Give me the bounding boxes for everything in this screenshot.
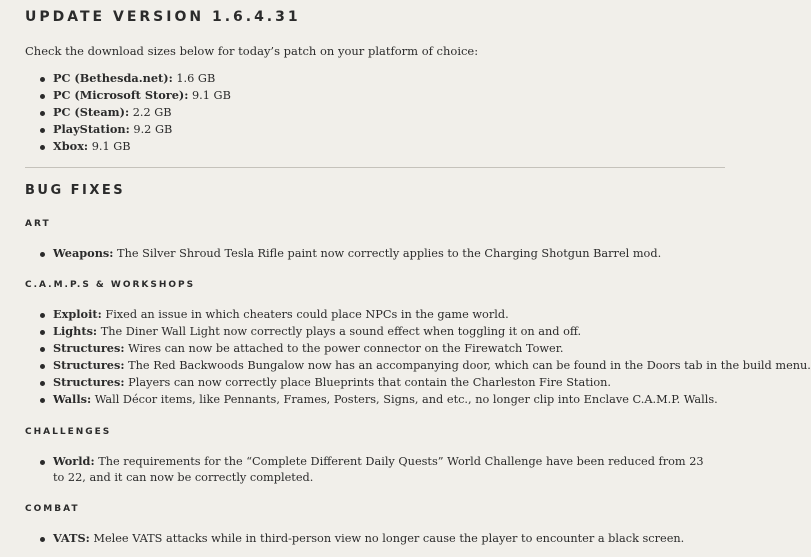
bug-item <box>40 391 811 408</box>
platform-name: PlayStation: <box>53 122 130 136</box>
bug-label: Exploit: <box>53 307 102 321</box>
bug-fixes-heading: BUG FIXES <box>25 183 126 198</box>
bug-text: Fixed an issue in which cheaters could place NPCs in the game world. <box>105 308 509 321</box>
category-heading-challenges: CHALLENGES <box>25 427 112 437</box>
bug-text: Wall Décor items, like Pennants, Frames, Posters, Signs, and etc., no longer clip into Enclave C.A.M.P. Walls. <box>94 393 718 406</box>
bug-label: Structures: <box>53 341 125 355</box>
platform-item <box>40 121 231 138</box>
bug-item <box>40 530 684 547</box>
bug-list-combat <box>40 530 684 547</box>
category-heading-art: ART <box>25 219 51 229</box>
bug-item <box>40 245 661 262</box>
bug-label: Weapons: <box>53 246 114 260</box>
bug-item <box>40 374 811 391</box>
bug-text: Players can now correctly place Blueprints that contain the Charleston Fire Station. <box>128 376 612 389</box>
platform-size-list <box>40 70 231 155</box>
bug-item <box>40 453 713 486</box>
bug-label: Walls: <box>53 392 92 406</box>
platform-item <box>40 87 231 104</box>
platform-name: PC (Microsoft Store): <box>53 88 189 102</box>
bug-item <box>40 340 811 357</box>
bug-item <box>40 357 811 374</box>
bug-text: The Diner Wall Light now correctly plays a sound effect when toggling it on and off. <box>100 325 582 338</box>
update-version-heading: UPDATE VERSION 1.6.4.31 <box>25 9 301 25</box>
category-heading-camps: C.A.M.P.S & WORKSHOPS <box>25 280 196 290</box>
platform-size: 1.6 GB <box>176 72 216 85</box>
bug-label: World: <box>53 454 95 468</box>
platform-name: PC (Steam): <box>53 105 130 119</box>
bug-list-challenges <box>40 453 713 486</box>
bug-label: VATS: <box>53 531 90 545</box>
bug-text: Wires can now be attached to the power connector on the Firewatch Tower. <box>128 342 564 355</box>
platform-item <box>40 104 231 121</box>
platform-size: 2.2 GB <box>132 106 172 119</box>
bug-list-art <box>40 245 661 262</box>
bug-list-camps <box>40 306 811 408</box>
platform-name: PC (Bethesda.net): <box>53 71 173 85</box>
platform-size: 9.1 GB <box>192 89 231 102</box>
intro-text: Check the download sizes below for today’s patch on your platform of choice: <box>25 44 479 58</box>
bug-text: Melee VATS attacks while in third-person view no longer cause the player to encounter a black screen. <box>93 532 685 545</box>
platform-size: 9.2 GB <box>133 123 173 136</box>
bug-text: The requirements for the “Complete Different Daily Quests” World Challenge have been reduced from 23 to 22, and it can now be correctly completed. <box>53 455 704 484</box>
bug-text: The Red Backwoods Bungalow now has an accompanying door, which can be found in the Doors tab in the build menu. <box>128 359 811 372</box>
bug-item <box>40 323 811 340</box>
platform-item <box>40 138 231 155</box>
category-heading-combat: COMBAT <box>25 504 80 514</box>
bug-label: Structures: <box>53 358 125 372</box>
platform-name: Xbox: <box>53 139 89 153</box>
platform-item <box>40 70 231 87</box>
bug-item <box>40 306 811 323</box>
section-divider <box>25 167 725 168</box>
bug-label: Lights: <box>53 324 98 338</box>
bug-label: Structures: <box>53 375 125 389</box>
platform-size: 9.1 GB <box>91 140 131 153</box>
bug-text: The Silver Shroud Tesla Rifle paint now correctly applies to the Charging Shotgun Barrel mod. <box>117 247 662 260</box>
